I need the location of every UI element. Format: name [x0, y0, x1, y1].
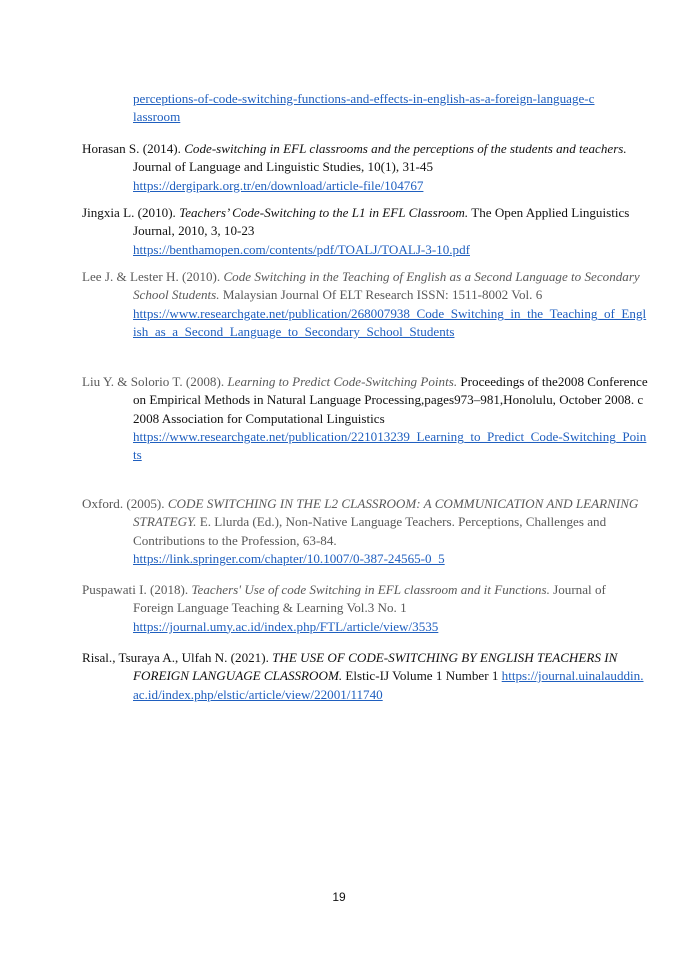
reference-title: CODE SWITCHING IN THE L2 CLASSROOM: A COMMUNICATION AND LEARNING STRATEGY.	[133, 496, 639, 530]
reference-link[interactable]: https://www.researchgate.net/publication/221013239_Learning_to_Predict_Code-Switching_Points	[133, 428, 647, 463]
reference-title: Code-switching in EFL classrooms and the perceptions of the students and teachers.	[184, 141, 627, 156]
reference-jingxia	[82, 204, 649, 259]
reference-lee	[82, 268, 649, 341]
page-number: 19	[332, 890, 346, 904]
reference-source: Journal of Foreign Language Teaching & Learning Vol.3 No. 1	[133, 582, 606, 616]
reference-source: Elstic-IJ Volume 1 Number 1	[342, 668, 502, 684]
reference-puspawati	[82, 581, 649, 636]
reference-link[interactable]: https://www.researchgate.net/publication/268007938_Code_Switching_in_the_Teaching_of_English_as_a_Second_Language_to_Secondary_School_Students	[133, 305, 647, 339]
reference-author: Oxford. (2005).	[82, 496, 168, 511]
reference-horasan	[82, 140, 649, 195]
reference-source: E. Llurda (Ed.), Non-Native Language Teachers. Perceptions, Challenges and Contributions to the Profession, 63-84.	[133, 514, 607, 548]
reference-liu	[82, 373, 649, 464]
reference-continuation	[133, 90, 598, 127]
reference-source: Malaysian Journal Of ELT Research ISSN: 1511-8002 Vol. 6	[219, 287, 543, 303]
reference-author: Risal., Tsuraya A., Ulfah N. (2021).	[82, 650, 273, 665]
reference-title: THE USE OF CODE-SWITCHING BY ENGLISH TEACHERS IN FOREIGN LANGUAGE CLASSROOM.	[133, 650, 618, 684]
reference-source: Proceedings of the2008 Conference on Empirical Methods in Natural Language Processing,pages973–981,Honolulu, October 2008. c 2008 Association for Computational Linguistics	[133, 374, 648, 426]
reference-title: Teachers’ Code-Switching to the L1 in EFL Classroom.	[179, 205, 469, 220]
reference-link[interactable]: perceptions-of-code-switching-functions-and-effects-in-english-as-a-foreign-language-classroom	[133, 91, 595, 125]
reference-link[interactable]: https://journal.uinalauddin.ac.id/index.php/elstic/article/view/22001/11740	[133, 668, 644, 702]
reference-title: Learning to Predict Code-Switching Points.	[227, 374, 458, 389]
reference-author: Jingxia L. (2010).	[82, 205, 180, 220]
reference-source: Journal of Language and Linguistic Studies, 10(1), 31-45	[133, 159, 434, 175]
reference-author: Horasan S. (2014).	[82, 141, 185, 156]
reference-link[interactable]: https://dergipark.org.tr/en/download/article-file/104767	[133, 177, 424, 193]
reference-author: Puspawati I. (2018).	[82, 582, 192, 597]
reference-oxford	[82, 495, 649, 568]
reference-source: The Open Applied Linguistics Journal, 2010, 3, 10-23	[133, 205, 630, 239]
reference-risal	[82, 649, 649, 704]
reference-link[interactable]: https://journal.umy.ac.id/index.php/FTL/article/view/3535	[133, 618, 439, 634]
reference-author: Liu Y. & Solorio T. (2008).	[82, 374, 228, 389]
reference-author: Lee J. & Lester H. (2010).	[82, 269, 224, 284]
reference-title: Teachers' Use of code Switching in EFL classroom and it Functions.	[191, 582, 550, 597]
reference-title: Code Switching in the Teaching of English as a Second Language to Secondary School Students.	[133, 269, 640, 303]
reference-link[interactable]: https://benthamopen.com/contents/pdf/TOALJ/TOALJ-3-10.pdf	[133, 241, 470, 257]
reference-link[interactable]: https://link.springer.com/chapter/10.1007/0-387-24565-0_5	[133, 550, 445, 566]
